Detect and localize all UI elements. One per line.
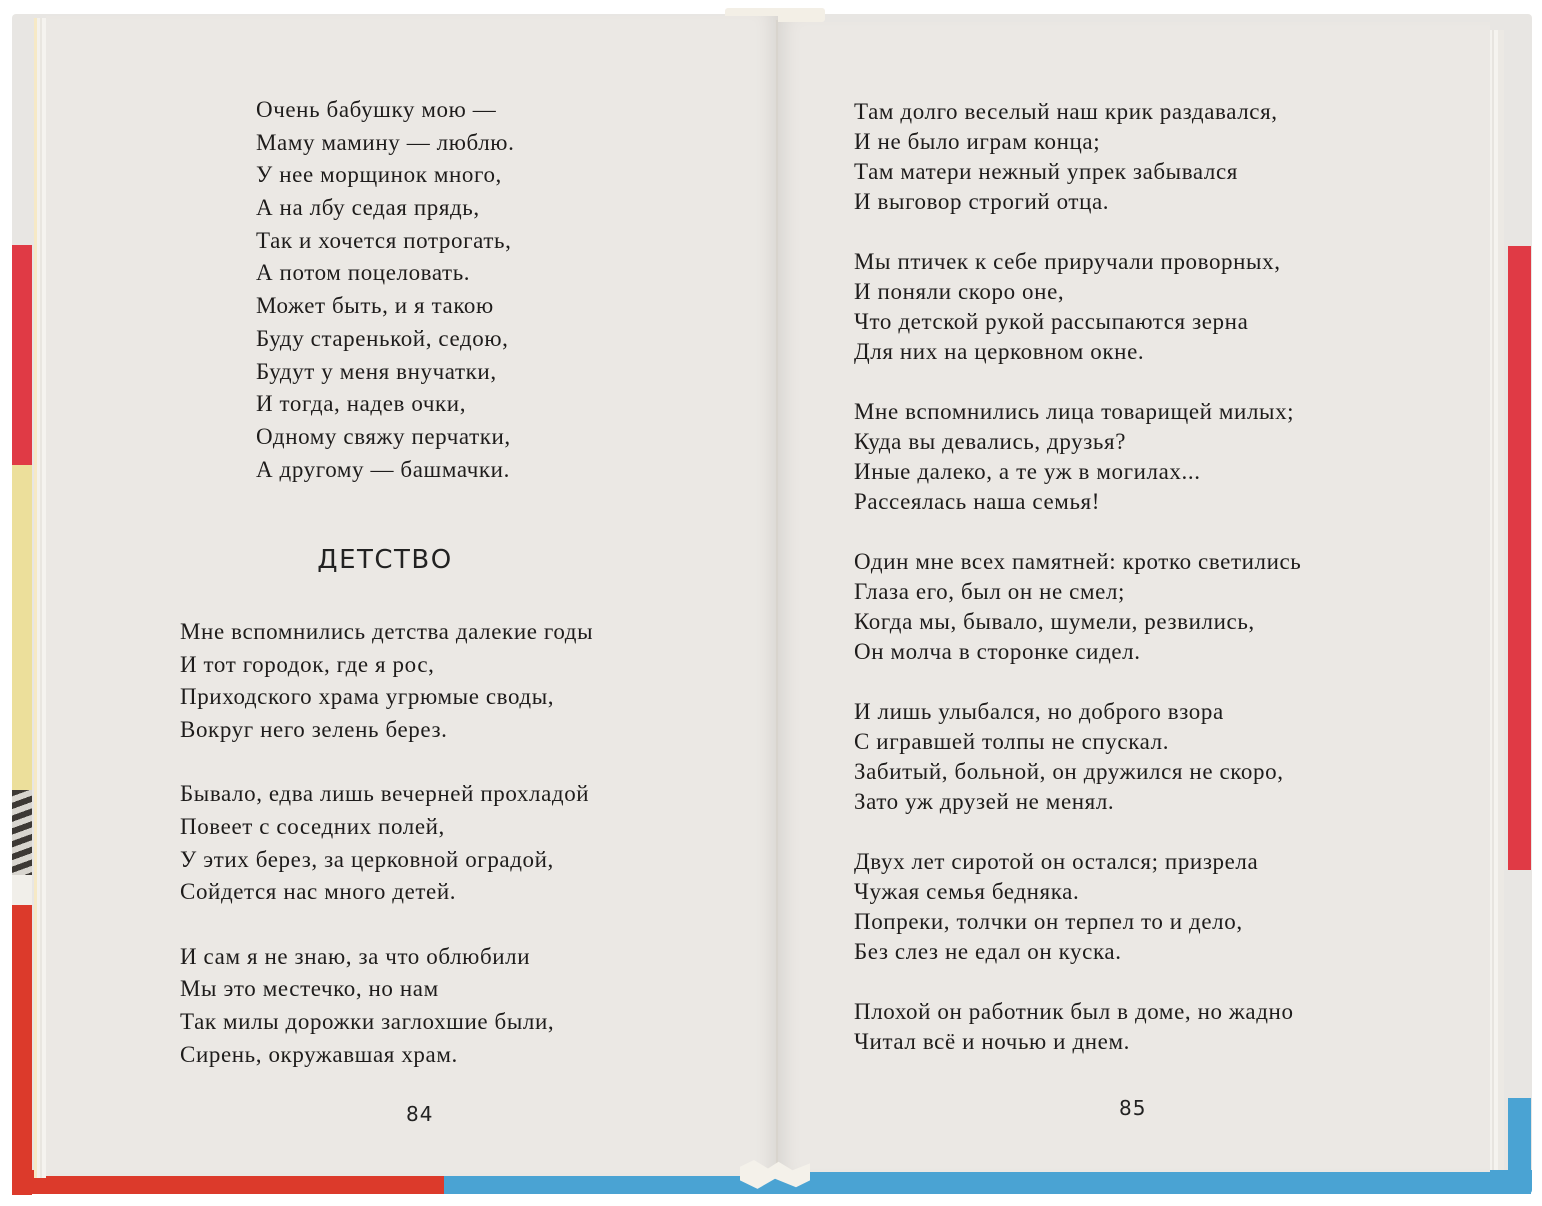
verse-line: Двух лет сиротой он остался; призрела — [854, 849, 1259, 874]
verse-line: Там долго веселый наш крик раздавался, — [854, 99, 1278, 124]
verse-line: Для них на церковном окне. — [854, 339, 1145, 364]
verse-line: А потом поцеловать. — [256, 260, 471, 286]
verse-line: Так милы дорожки заглохшие были, — [180, 1008, 555, 1034]
verse-line: Без слез не едал он куска. — [854, 939, 1122, 964]
stanza — [180, 778, 593, 908]
verse-line: Глаза его, был он не смел; — [854, 579, 1126, 604]
verse-line: Очень бабушку мою — — [256, 97, 497, 122]
cover-edge-lower-red-band — [12, 905, 32, 1195]
verse-line: И поняли скоро оне, — [854, 279, 1065, 304]
verse-line: Зато уж друзей не менял. — [854, 789, 1115, 814]
verse-line: Так и хочется потрогать, — [256, 227, 512, 253]
verse-line: И тогда, надев очки, — [256, 391, 467, 417]
verse-line: Рассеялась наша семья! — [854, 489, 1100, 514]
left-page[interactable] — [46, 16, 778, 1176]
verse-line: Чужая семья бедняка. — [854, 879, 1080, 904]
cover-edge-illustration — [12, 790, 32, 875]
verse-line: Попреки, толчки он терпел то и дело, — [854, 909, 1243, 934]
verse-line: Мне вспомнились лица товарищей милых; — [854, 399, 1295, 424]
stanza — [180, 941, 593, 1071]
verse-line: У этих берез, за церковной оградой, — [180, 846, 554, 872]
right-page[interactable] — [778, 22, 1490, 1172]
verse-line: А на лбу седая прядь, — [256, 195, 480, 221]
verse-line: Мы птичек к себе приручали проворных, — [854, 249, 1281, 274]
stanza — [854, 97, 1301, 217]
verse-line: Мы это местечко, но нам — [180, 976, 439, 1002]
verse-line: Сойдется нас много детей. — [180, 879, 457, 905]
verse-line: Сирень, окружавшая храм. — [180, 1041, 458, 1067]
verse-line: И лишь улыбался, но доброго взора — [854, 699, 1224, 724]
verse-line: Что детской рукой рассыпаются зерна — [854, 309, 1249, 334]
poem-ending-grandma — [256, 94, 514, 486]
stanza — [854, 697, 1301, 817]
verse-line: Забитый, больной, он дружился не скоро, — [854, 759, 1284, 784]
verse-line: Вокруг него зелень берез. — [180, 716, 448, 742]
verse-line: Читал всё и ночью и днем. — [854, 1029, 1130, 1054]
verse-line: Может быть, и я такою — [256, 293, 494, 319]
verse-line: Буду старенькой, седою, — [256, 325, 509, 351]
verse-line: Плохой он работник был в доме, но жадно — [854, 999, 1294, 1024]
verse-line: Будут у меня внучатки, — [256, 358, 497, 384]
verse-line: Там матери нежный упрек забывался — [854, 159, 1238, 184]
verse-line: И выговор строгий отца. — [854, 189, 1110, 214]
verse-line: Маму мамину — люблю. — [256, 129, 515, 155]
stanza — [854, 397, 1301, 517]
verse-line: Иные далеко, а те уж в могилах... — [854, 459, 1201, 484]
page-number-right: 85 — [1119, 1096, 1147, 1120]
cover-edge-red-band — [12, 245, 32, 465]
poem-childhood-part-2 — [854, 97, 1301, 1087]
stanza — [854, 247, 1301, 367]
cover-edge-yellow-band — [12, 465, 32, 790]
cover-edge-white-band — [12, 875, 32, 905]
verse-line: У нее морщинок много, — [256, 162, 502, 188]
verse-line: Мне вспомнились детства далекие годы — [180, 619, 594, 644]
verse-line: И не было играм конца; — [854, 129, 1101, 154]
cover-edge-right-red-band — [1508, 246, 1531, 870]
stanza — [854, 847, 1301, 967]
page-stack-right-edge — [1488, 30, 1504, 1170]
stanza — [854, 547, 1301, 667]
stanza — [180, 616, 593, 746]
poem-childhood-part-1 — [180, 616, 593, 1103]
page-stack-left-edge — [34, 18, 46, 1178]
verse-line: Бывало, едва лишь вечерней прохладой — [180, 781, 590, 807]
verse-line: Приходского храма угрюмые своды, — [180, 684, 555, 710]
page-number-left: 84 — [406, 1102, 434, 1126]
verse-line: Одному свяжу перчатки, — [256, 423, 511, 449]
verse-line: И тот городок, где я рос, — [180, 651, 435, 677]
verse-line: Повеет с соседних полей, — [180, 813, 445, 839]
poem-title: ДЕТСТВО — [317, 545, 453, 575]
stanza — [854, 997, 1301, 1057]
verse-line: С игравшей толпы не спускал. — [854, 729, 1170, 754]
verse-line: А другому — башмачки. — [256, 456, 510, 482]
verse-line: Когда мы, бывало, шумели, резвились, — [854, 609, 1255, 634]
verse-line: Он молча в сторонке сидел. — [854, 639, 1141, 664]
verse-line: И сам я не знаю, за что облюбили — [180, 943, 531, 969]
verse-line: Куда вы девались, друзья? — [854, 429, 1127, 454]
verse-line: Один мне всех памятней: кротко светились — [854, 549, 1302, 574]
